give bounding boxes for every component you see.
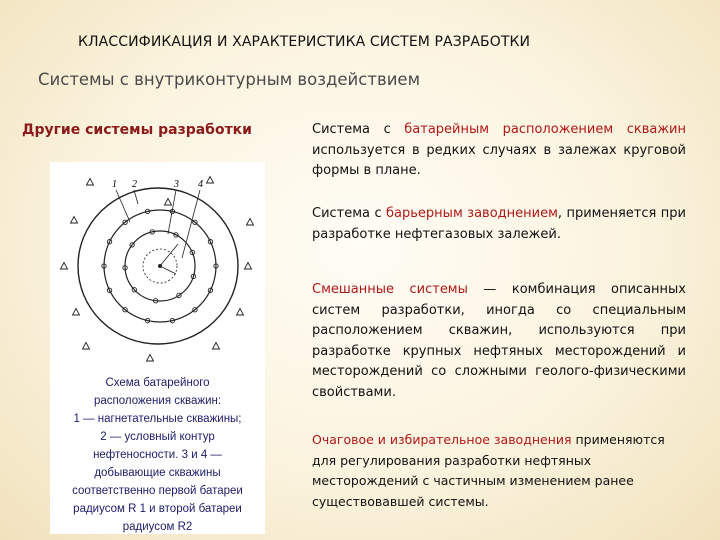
- caption-line: добывающие скважины: [94, 467, 221, 479]
- left-heading: Другие системы разработки: [22, 122, 252, 138]
- injection-well-icon: [247, 219, 254, 226]
- figure-caption: [50, 374, 265, 536]
- battery-scheme-diagram: [50, 162, 265, 372]
- p2-highlight: барьерным заводнением: [386, 206, 558, 221]
- injection-well-icon: [147, 355, 154, 362]
- injection-well-icon: [213, 343, 220, 350]
- caption-line: соответственно первой батареи: [72, 485, 243, 497]
- p1-highlight: батарейным расположением скважин: [404, 122, 686, 137]
- paragraph-focal: [312, 430, 686, 512]
- injection-well-icon: [237, 309, 244, 316]
- slide-subtitle: Системы с внутриконтурным воздействием: [38, 70, 421, 89]
- caption-line: 2 — условный контур: [100, 431, 215, 443]
- p3-post: — комбинация описанных систем разработки, иногда со специальным расположением скважин, используются при разработке крупных нефтяных месторождений и месторождений со сложными геолого-физическими свойствами.: [312, 282, 686, 400]
- injection-well-icon: [73, 309, 80, 316]
- p4-post: применяются для регулирования разработки нефтяных месторождений с частичным изменением ранее существовавшей системы.: [312, 432, 665, 509]
- battery-scheme-figure: [50, 162, 265, 534]
- caption-title-2: расположения скважин:: [93, 395, 222, 407]
- slide-title: КЛАССИФИКАЦИЯ И ХАРАКТЕРИСТИКА СИСТЕМ РАЗРАБОТКИ: [78, 34, 531, 50]
- p4-highlight: Очаговое и избирательное заводнения: [312, 432, 572, 447]
- p1-post: используется в редких случаях в залежах круговой формы в плане.: [312, 142, 686, 178]
- injection-well-icon: [207, 177, 214, 184]
- caption-line: радиусом R 1 и второй батареи: [73, 503, 242, 515]
- injection-well-icon: [245, 263, 252, 270]
- label-1: 1: [112, 179, 117, 190]
- p3-highlight: Смешанные системы: [312, 282, 468, 297]
- label-3: 3: [174, 179, 179, 190]
- injection-well-icon: [61, 263, 68, 270]
- injection-wells: [61, 177, 254, 362]
- caption-title-1: Схема батарейного: [105, 377, 210, 389]
- injection-well-icon: [87, 179, 94, 186]
- paragraph-barrier: [312, 204, 686, 245]
- injection-well-icon: [165, 199, 172, 206]
- leader-2: [134, 190, 138, 204]
- paragraph-mixed: [312, 280, 686, 403]
- p2-pre: Система с: [312, 206, 387, 221]
- caption-line: радиусом R2: [122, 521, 193, 533]
- injection-well-icon: [71, 217, 78, 224]
- radius-r2: [160, 266, 176, 274]
- paragraph-battery: [312, 120, 686, 182]
- caption-line: нефтеносности. 3 и 4 —: [93, 449, 222, 461]
- caption-line: 1 — нагнетательные скважины;: [73, 413, 242, 425]
- label-4: 4: [198, 179, 203, 190]
- leader-1: [116, 190, 130, 222]
- injection-well-icon: [83, 343, 90, 350]
- p2-post: , применяется при разработке нефтегазовых залежей.: [312, 206, 686, 242]
- label-2: 2: [132, 179, 137, 190]
- radius-r1: [160, 244, 178, 266]
- p1-pre: Система с: [312, 122, 405, 137]
